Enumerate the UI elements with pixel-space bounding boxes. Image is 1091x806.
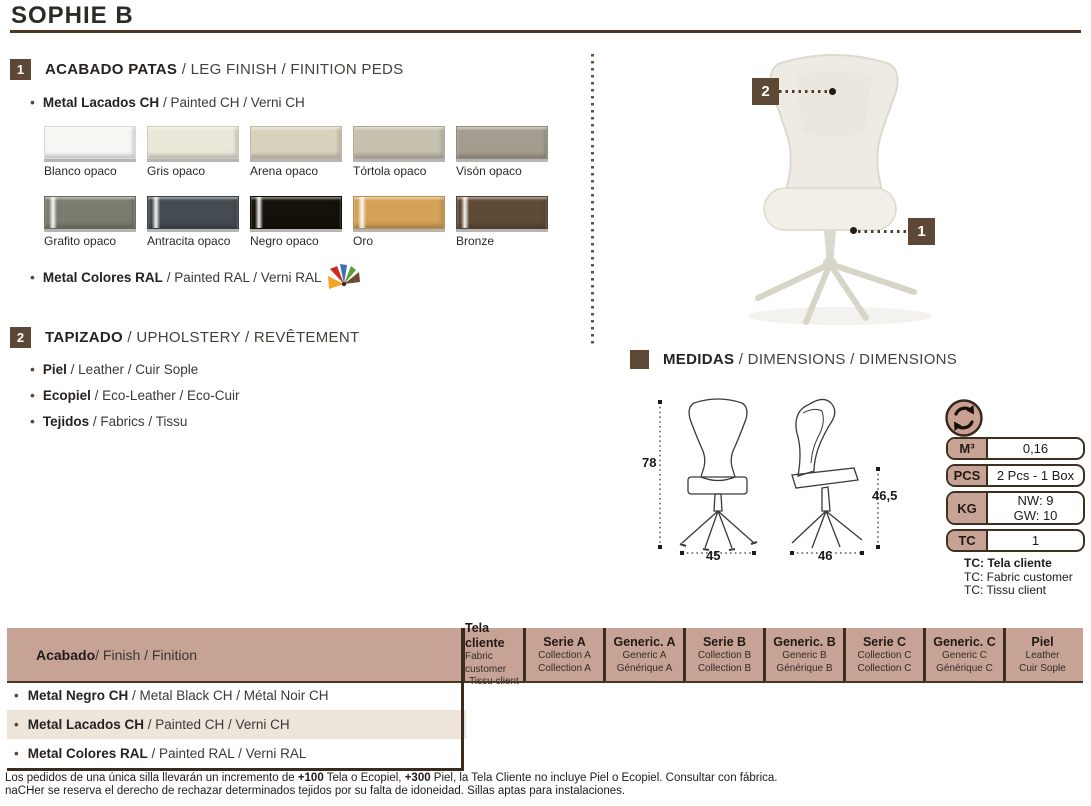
swivel-arrows-icon xyxy=(944,398,984,438)
title-divider xyxy=(10,30,1081,33)
section-square-badge xyxy=(630,350,649,369)
column-header-tela-cliente: Tela cliente Fabric customer xyxy=(462,628,523,681)
section-number-badge: 2 xyxy=(10,327,31,348)
column-header-piel: Piel Leather Cuir Sople xyxy=(1003,628,1079,681)
dim-width-label: 45 xyxy=(706,548,721,563)
upholstery-item: • Piel / Leather / Cuir Sople xyxy=(30,361,198,377)
section-dimensions-heading xyxy=(630,350,957,369)
footer-notes xyxy=(5,772,778,797)
footer-line-1: Los pedidos de una única silla llevarán un incremento de +100 Tela o Ecopiel, +300 Piel, la Tela Cliente no incluye Piel o Ecopiel. Consultar con fábrica. xyxy=(5,772,778,784)
painted-ral-item: • Metal Colores RAL / Painted RAL / Verni RAL xyxy=(30,269,322,285)
spec-label: KG xyxy=(948,493,988,523)
marker-leader-dot xyxy=(850,227,857,234)
finish-table-header xyxy=(7,621,1083,681)
spec-row-kg xyxy=(946,491,1085,525)
spec-value: 1 xyxy=(1031,532,1040,548)
swatch-item: Oro xyxy=(353,196,445,266)
dim-height-label: 78 xyxy=(642,455,657,470)
finish-row-metal-lacados: • Metal Lacados CH / Painted CH / Verni CH xyxy=(7,710,466,739)
table-bottom-border xyxy=(7,768,464,771)
column-header-generic-a: Generic. A Generic A Générique A xyxy=(603,628,683,681)
section-number-badge: 1 xyxy=(10,59,31,80)
swatch-item: Tórtola opaco xyxy=(353,126,445,196)
painted-ch-item: • Metal Lacados CH / Painted CH / Verni CH xyxy=(30,94,305,110)
table-vertical-divider xyxy=(461,628,464,771)
color-swatch xyxy=(353,196,445,229)
spec-row-volume xyxy=(946,437,1085,460)
marker-leg: 1 xyxy=(908,218,935,245)
section-upholstery-heading xyxy=(10,327,359,348)
spec-value: 0,16 xyxy=(1022,440,1049,456)
section-title: MEDIDAS / DIMENSIONS / DIMENSIONS xyxy=(663,351,958,368)
page-title: SOPHIE B xyxy=(11,2,134,29)
packing-specs-table xyxy=(946,437,1085,556)
spec-row-pcs xyxy=(946,464,1085,487)
upholstery-item: • Tejidos / Fabrics / Tissu xyxy=(30,413,187,429)
color-swatch xyxy=(250,126,342,159)
color-swatch xyxy=(44,196,136,229)
column-separator-dotted xyxy=(591,54,594,346)
column-header-generic-c: Generic. C Generic C Générique C xyxy=(923,628,1003,681)
spec-value: 2 Pcs - 1 Box xyxy=(996,467,1075,483)
column-header-serie-b: Serie B Collection B Collection B xyxy=(683,628,763,681)
swatch-item: Negro opaco xyxy=(250,196,342,266)
color-swatch xyxy=(456,126,548,159)
section-leg-finish-heading xyxy=(10,59,403,80)
swatch-item: Grafito opaco xyxy=(44,196,136,266)
finish-table-body xyxy=(7,681,1083,768)
footer-line-2: naCHer se reserva el derecho de rechazar determinados tejidos por su falta de idoneidad. Sillas aptas para instalaciones. xyxy=(5,784,626,797)
column-header-serie-a: Serie A Collection A Collection A xyxy=(523,628,603,681)
finish-row-metal-colores: • Metal Colores RAL / Painted RAL / Verni RAL xyxy=(7,739,1083,768)
color-swatch xyxy=(147,196,239,229)
spec-label: TC xyxy=(948,531,988,550)
color-swatch xyxy=(250,196,342,229)
spec-row-tc xyxy=(946,529,1085,552)
marker-leader-line xyxy=(858,230,908,233)
spec-label: PCS xyxy=(948,466,988,485)
marker-leader-dot xyxy=(829,88,836,95)
dim-seat-height-label: 46,5 xyxy=(872,488,898,503)
finish-row-metal-negro: • Metal Negro CH / Metal Black CH / Métal Noir CH xyxy=(7,681,1083,710)
leg-finish-swatch-grid xyxy=(44,126,548,266)
chair-product-image xyxy=(700,46,956,330)
section-title: TAPIZADO / UPHOLSTERY / REVÊTEMENT xyxy=(45,329,360,346)
color-swatch xyxy=(44,126,136,159)
ral-color-fan-icon xyxy=(327,263,361,291)
dimensions-drawing xyxy=(642,393,902,565)
swatch-item: Arena opaco xyxy=(250,126,342,196)
swatch-item: Bronze xyxy=(456,196,548,266)
spec-value: NW: 9 GW: 10 xyxy=(1013,492,1058,523)
tc-legend: TC: Tela cliente TC: Fabric customer TC: Tissu client xyxy=(964,556,1073,597)
color-swatch xyxy=(147,126,239,159)
column-header-generic-b: Generic. B Generic B Générique B xyxy=(763,628,843,681)
upholstery-item: • Ecopiel / Eco-Leather / Eco-Cuir xyxy=(30,387,239,403)
swatch-item: Blanco opaco xyxy=(44,126,136,196)
dim-depth-label: 46 xyxy=(818,548,833,563)
color-swatch xyxy=(456,196,548,229)
dimensions-figure xyxy=(642,393,902,565)
swatch-item: Visón opaco xyxy=(456,126,548,196)
finish-table-row-header: Acabado / Finish / Finition xyxy=(36,646,198,663)
swatch-item: Antracita opaco xyxy=(147,196,239,266)
marker-leader-line xyxy=(779,90,831,93)
section-title: ACABADO PATAS / LEG FINISH / FINITION PEDS xyxy=(45,61,404,78)
marker-upholstery: 2 xyxy=(752,78,779,105)
color-swatch xyxy=(353,126,445,159)
column-header-serie-c: Serie C Collection C Collection C xyxy=(843,628,923,681)
swatch-item: Gris opaco xyxy=(147,126,239,196)
finish-collections-table xyxy=(7,621,1083,768)
spec-label: M³ xyxy=(948,439,988,458)
